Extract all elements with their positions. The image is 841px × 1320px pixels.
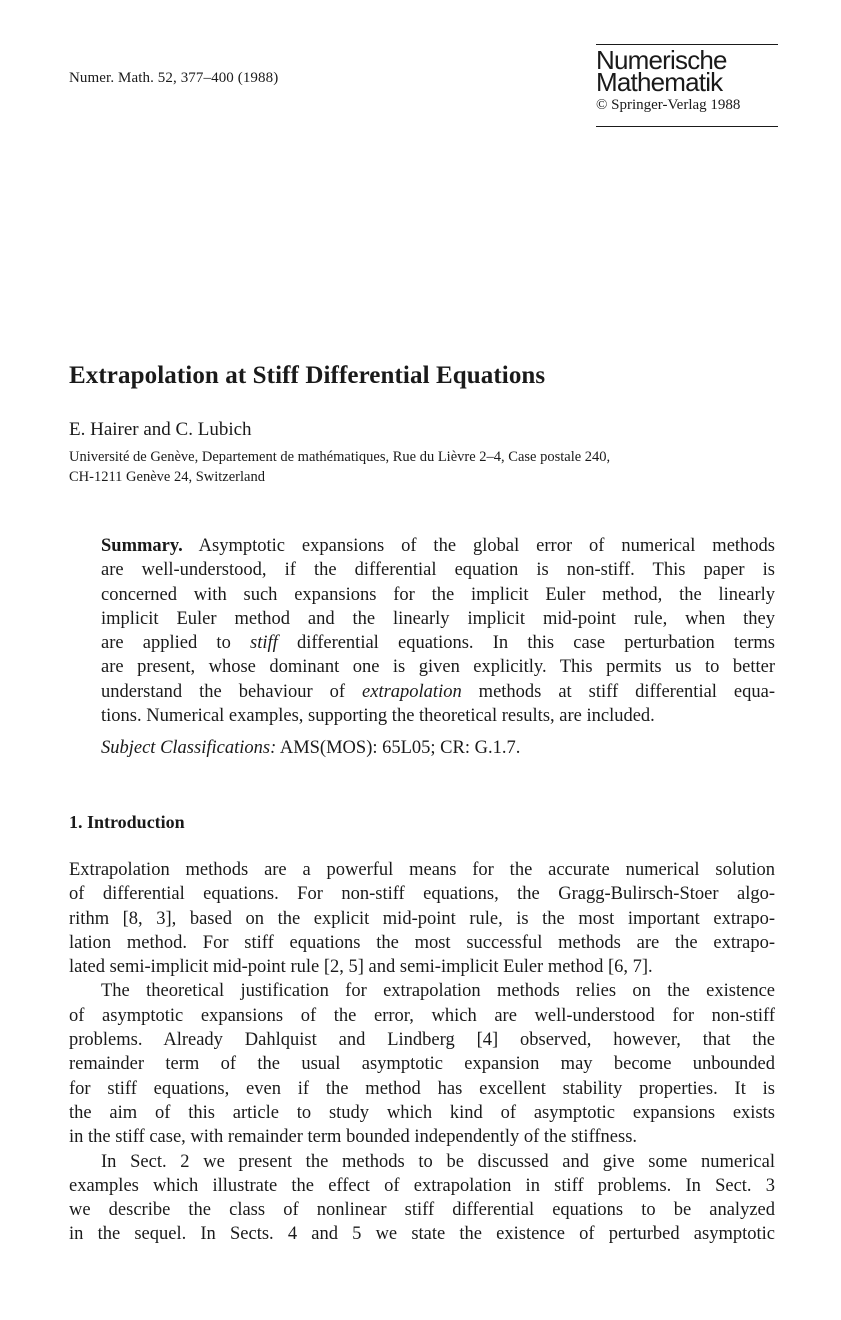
paper-authors: E. Hairer and C. Lubich [69, 419, 252, 440]
summary-line: concerned with such expansions for the implicit Euler method, the linearly [101, 584, 775, 605]
summary-abstract [101, 534, 775, 728]
summary-text: Asymptotic expansions of the global error of numerical methods [198, 536, 775, 556]
summary-text: are applied to [101, 633, 251, 654]
body-line: In Sect. 2 we present the methods to be discussed and give some numerical [101, 1151, 775, 1172]
summary-text: understand the behaviour of [101, 681, 363, 702]
summary-line [101, 680, 775, 704]
affiliation-line: Université de Genève, Departement de mathématiques, Rue du Lièvre 2–4, Case postale 240, [69, 449, 611, 465]
summary-text: methods at stiff differential equa- [461, 681, 775, 702]
summary-label: Summary. [101, 536, 183, 556]
summary-line: implicit Euler method and the linearly implicit mid-point rule, when they [101, 608, 775, 629]
body-line: lation method. For stiff equations the most successful methods are the extrapo- [69, 932, 775, 953]
author-affiliation [69, 447, 610, 487]
summary-line: are present, whose dominant one is given explicitly. This permits us to better [101, 657, 775, 678]
emphasis-extrapolation: extrapolation [362, 681, 462, 702]
subject-value: AMS(MOS): 65L05; CR: G.1.7. [276, 738, 521, 758]
body-line: rithm [8, 3], based on the explicit mid-point rule, is the most important extrapo- [69, 908, 775, 929]
summary-line [101, 534, 775, 558]
body-line: examples which illustrate the effect of extrapolation in stiff problems. In Sect. 3 [69, 1175, 775, 1196]
copyright-line: © Springer-Verlag 1988 [596, 97, 741, 113]
summary-line: tions. Numerical examples, supporting the theoretical results, are included. [101, 706, 655, 727]
affiliation-line: CH-1211 Genève 24, Switzerland [69, 469, 265, 485]
summary-text: differential equations. In this case perturbation terms [277, 633, 775, 654]
body-line: the aim of this article to study which kind of asymptotic expansions exists [69, 1102, 775, 1123]
body-line: lated semi-implicit mid-point rule [2, 5] and semi-implicit Euler method [6, 7]. [69, 957, 653, 978]
emphasis-stiff: stiff [250, 633, 278, 654]
subject-classifications [101, 738, 520, 759]
summary-line [101, 631, 775, 655]
journal-citation: Numer. Math. 52, 377–400 (1988) [69, 70, 279, 86]
body-line: Extrapolation methods are a powerful means for the accurate numerical solution [69, 860, 775, 880]
journal-name-line2: Mathematik [596, 67, 723, 97]
paper-title: Extrapolation at Stiff Differential Equations [69, 362, 546, 389]
body-line: in the sequel. In Sects. 4 and 5 we state the existence of perturbed asymptotic [69, 1224, 775, 1245]
journal-name [596, 45, 778, 97]
journal-masthead [596, 44, 778, 127]
journal-name-line1: Numerische [596, 45, 727, 75]
body-line: of asymptotic expansions of the error, which are well-understood for non-stiff [69, 1005, 775, 1026]
subject-label: Subject Classifications: [101, 738, 277, 758]
masthead-bottom-rule [596, 126, 778, 127]
body-line: in the stiff case, with remainder term bounded independently of the stiffness. [69, 1127, 638, 1148]
body-line: The theoretical justification for extrapolation methods relies on the existence [101, 981, 775, 1002]
body-line: remainder term of the usual asymptotic expansion may become unbounded [69, 1054, 775, 1075]
body-line: problems. Already Dahlquist and Lindberg [4] observed, however, that the [69, 1030, 775, 1051]
introduction-body [69, 858, 775, 1247]
body-line: for stiff equations, even if the method has excellent stability properties. It is [69, 1078, 775, 1099]
body-line: we describe the class of nonlinear stiff differential equations to be analyzed [69, 1200, 775, 1221]
section-heading-introduction: 1. Introduction [69, 812, 185, 832]
summary-line: are well-understood, if the differential equation is non-stiff. This paper is [101, 560, 775, 581]
body-line: of differential equations. For non-stiff equations, the Gragg-Bulirsch-Stoer algo- [69, 884, 775, 905]
